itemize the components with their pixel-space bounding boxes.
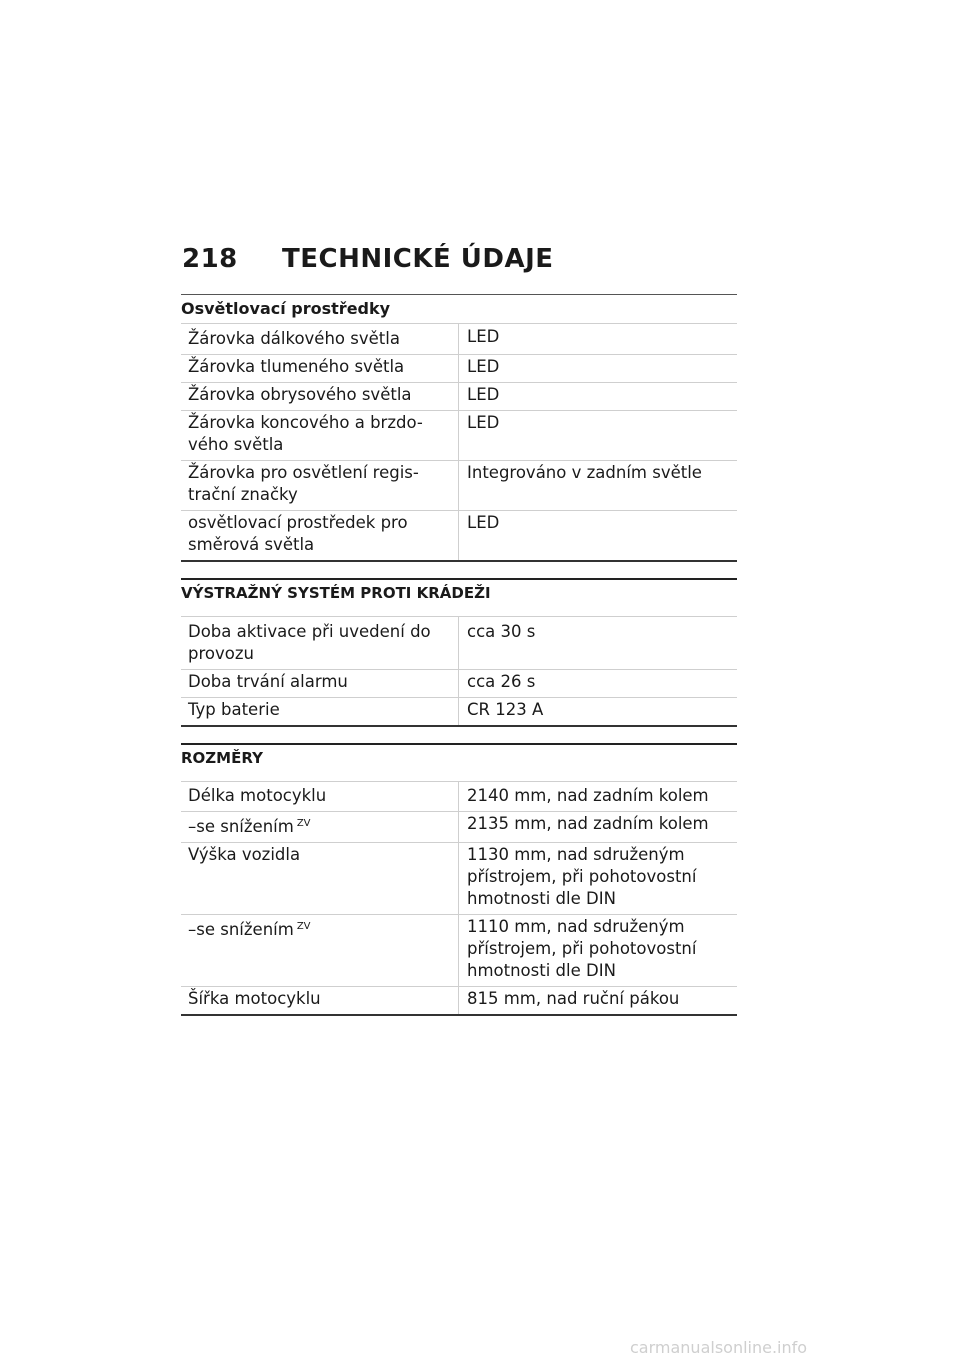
section-title-lighting: Osvětlovací prostředky xyxy=(181,294,737,323)
watermark: carmanualsonline.info xyxy=(630,1338,808,1357)
table-row xyxy=(181,324,737,355)
table-row xyxy=(181,355,737,383)
row-label-cell xyxy=(181,812,459,843)
row-label: Doba trvání alarmu xyxy=(181,670,459,698)
table-row xyxy=(181,782,737,812)
table-row xyxy=(181,411,737,461)
footnote-marker: ZV xyxy=(296,818,311,829)
alarm-table xyxy=(181,616,737,727)
table-row xyxy=(181,617,737,670)
row-label: osvětlovací prostředek pro směrová světla xyxy=(181,511,459,562)
dimensions-table xyxy=(181,781,737,1016)
row-value: LED xyxy=(459,511,738,562)
row-label: Délka motocyklu xyxy=(181,782,459,812)
row-label: Výška vozidla xyxy=(181,843,459,915)
row-label: –se snížením xyxy=(188,817,294,836)
row-value: 2140 mm, nad zadním kolem xyxy=(459,782,738,812)
table-row xyxy=(181,812,737,843)
page-number: 218 xyxy=(182,244,238,274)
row-value: LED xyxy=(459,411,738,461)
lighting-table xyxy=(181,323,737,562)
row-value: Integrováno v zadním světle xyxy=(459,461,738,511)
table-row xyxy=(181,987,737,1016)
table-row xyxy=(181,461,737,511)
row-label: Šířka motocyklu xyxy=(181,987,459,1016)
row-value: LED xyxy=(459,383,738,411)
table-row xyxy=(181,383,737,411)
row-label: Žárovka obrysového světla xyxy=(181,383,459,411)
row-value: 1110 mm, nad sdruženým přístrojem, při pohotovostní hmotnosti dle DIN xyxy=(459,915,738,987)
row-value: CR 123 A xyxy=(459,698,738,727)
section-title-alarm: VÝSTRAŽNÝ SYSTÉM PROTI KRÁDEŽI xyxy=(181,578,737,616)
section-title-dimensions: ROZMĚRY xyxy=(181,743,737,781)
row-value: cca 26 s xyxy=(459,670,738,698)
row-value: 1130 mm, nad sdruženým přístrojem, při pohotovostní hmotnosti dle DIN xyxy=(459,843,738,915)
spec-content xyxy=(181,294,737,1016)
table-row xyxy=(181,670,737,698)
row-value: LED xyxy=(459,355,738,383)
row-label-cell xyxy=(181,915,459,987)
table-row xyxy=(181,915,737,987)
page-title: TECHNICKÉ ÚDAJE xyxy=(282,244,554,274)
footnote-marker: ZV xyxy=(296,921,311,932)
row-label: –se snížením xyxy=(188,920,294,939)
row-value: cca 30 s xyxy=(459,617,738,670)
row-label: Žárovka koncového a brzdo- vého světla xyxy=(181,411,459,461)
row-label: Doba aktivace při uvedení do provozu xyxy=(181,617,459,670)
table-row xyxy=(181,698,737,727)
table-row xyxy=(181,511,737,562)
row-value: 2135 mm, nad zadním kolem xyxy=(459,812,738,843)
page-header xyxy=(182,244,554,274)
row-label: Žárovka tlumeného světla xyxy=(181,355,459,383)
row-value: 815 mm, nad ruční pákou xyxy=(459,987,738,1016)
row-label: Žárovka dálkového světla xyxy=(181,324,459,355)
row-label: Typ baterie xyxy=(181,698,459,727)
row-label: Žárovka pro osvětlení regis- trační značky xyxy=(181,461,459,511)
row-value: LED xyxy=(459,324,738,355)
table-row xyxy=(181,843,737,915)
